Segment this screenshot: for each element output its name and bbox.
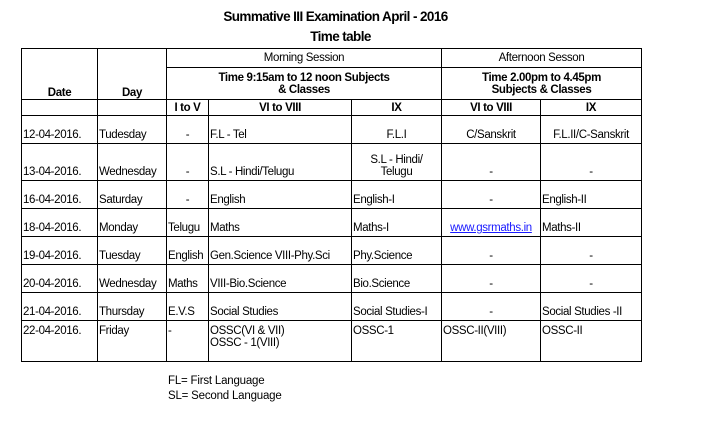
session-header-row (22, 49, 642, 68)
class-6-8-cell: F.L - Tel (209, 116, 352, 144)
class-9-cell: English-I (352, 181, 442, 209)
legend-notes (168, 374, 282, 404)
class-1-5-cell: - (167, 181, 209, 209)
class-1-5-cell: E.V.S (167, 293, 209, 321)
class-6-8-cell: Gen.Science VIII-Phy.Sci (209, 237, 352, 265)
aft-class-9-cell: - (541, 237, 642, 265)
blank-cell (98, 49, 167, 68)
aft-class-6-8-cell (442, 209, 541, 237)
class-1-5-cell: - (167, 144, 209, 181)
class-1-5-cell: - (167, 321, 209, 362)
date-cell: 12-04-2016. (22, 116, 98, 144)
day-cell: Friday (98, 321, 167, 362)
class-9-line1: S.L - Hindi/ (370, 154, 423, 166)
table-row (22, 144, 642, 181)
day-cell: Tudesday (98, 116, 167, 144)
aft-class-9-cell: OSSC-II (541, 321, 642, 362)
aft-class-9-header: IX (541, 100, 642, 116)
class-9-cell: Bio.Science (352, 265, 442, 293)
class-9-cell: Social Studies-I (352, 293, 442, 321)
class-9-cell: OSSC-1 (352, 321, 442, 362)
class-9-cell: Phy.Science (352, 237, 442, 265)
date-cell: 13-04-2016. (22, 144, 98, 181)
class-9-line2: Telugu (380, 166, 413, 178)
class-6-8-line2: OSSC - 1(VIII) (210, 337, 280, 349)
aft-class-9-cell: Maths-II (541, 209, 642, 237)
morning-time-header (167, 68, 442, 100)
afternoon-time-line1: Time 2.00pm to 4.45pm (482, 71, 601, 84)
class-6-8-header: VI to VIII (209, 100, 352, 116)
date-cell: 16-04-2016. (22, 181, 98, 209)
date-cell: 22-04-2016. (22, 321, 98, 362)
date-cell: 18-04-2016. (22, 209, 98, 237)
table-row (22, 265, 642, 293)
class-header-row (22, 100, 642, 116)
aft-class-9-cell: - (541, 265, 642, 293)
aft-class-6-8-cell: - (442, 144, 541, 181)
date-cell: 20-04-2016. (22, 265, 98, 293)
table-row (22, 209, 642, 237)
morning-session-header: Morning Session (167, 49, 442, 68)
class-6-8-cell: Social Studies (209, 293, 352, 321)
note-fl: FL= First Language (168, 375, 265, 387)
class-6-8-cell: VIII-Bio.Science (209, 265, 352, 293)
afternoon-session-header: Afternoon Sesson (442, 49, 642, 68)
date-cell: 21-04-2016. (22, 293, 98, 321)
aft-class-6-8-cell: - (442, 265, 541, 293)
aft-class-6-8-cell: OSSC-II(VIII) (442, 321, 541, 362)
aft-class-6-8-header: VI to VIII (442, 100, 541, 116)
date-header: Date (22, 68, 98, 100)
morning-time-line1: Time 9:15am to 12 noon Subjects (218, 71, 390, 84)
table-row (22, 321, 642, 362)
class-9-cell: Maths-I (352, 209, 442, 237)
time-header-row (22, 68, 642, 100)
class-1-5-cell: - (167, 116, 209, 144)
class-1-5-cell: Telugu (167, 209, 209, 237)
aft-class-9-cell: English-II (541, 181, 642, 209)
class-9-cell: F.L.I (352, 116, 442, 144)
class-1-5-header: I to V (167, 100, 209, 116)
day-cell: Saturday (98, 181, 167, 209)
day-cell: Thursday (98, 293, 167, 321)
day-cell: Monday (98, 209, 167, 237)
blank-cell (98, 100, 167, 116)
afternoon-time-line2: Subjects & Classes (491, 83, 592, 96)
class-6-8-cell: S.L - Hindi/Telugu (209, 144, 352, 181)
class-6-8-cell: English (209, 181, 352, 209)
class-6-8-cell (209, 321, 352, 362)
class-9-header: IX (352, 100, 442, 116)
aft-class-6-8-cell: - (442, 181, 541, 209)
blank-cell (22, 49, 98, 68)
day-cell: Wednesday (98, 265, 167, 293)
class-6-8-line1: OSSC(VI & VII) (210, 325, 285, 337)
website-link[interactable]: www.gsrmaths.in (450, 222, 532, 234)
blank-cell (22, 100, 98, 116)
class-6-8-cell: Maths (209, 209, 352, 237)
day-cell: Wednesday (98, 144, 167, 181)
aft-class-6-8-cell: C/Sanskrit (442, 116, 541, 144)
aft-class-9-cell: Social Studies -II (541, 293, 642, 321)
date-cell: 19-04-2016. (22, 237, 98, 265)
class-1-5-cell: Maths (167, 265, 209, 293)
class-1-5-cell: English (167, 237, 209, 265)
morning-time-line2: & Classes (278, 83, 330, 96)
table-row (22, 116, 642, 144)
table-row (22, 293, 642, 321)
aft-class-9-cell: - (541, 144, 642, 181)
aft-class-9-cell: F.L.II/C-Sanskrit (541, 116, 642, 144)
afternoon-time-header (442, 68, 642, 100)
aft-class-6-8-cell: - (442, 237, 541, 265)
day-cell: Tuesday (98, 237, 167, 265)
timetable (21, 48, 642, 362)
aft-class-6-8-cell: - (442, 293, 541, 321)
class-9-cell (352, 144, 442, 181)
table-row (22, 181, 642, 209)
day-header: Day (98, 68, 167, 100)
note-sl: SL= Second Language (168, 390, 282, 402)
page-subtitle: Time table (310, 29, 371, 44)
page-title: Summative III Examination April - 2016 (223, 9, 448, 24)
table-row (22, 237, 642, 265)
